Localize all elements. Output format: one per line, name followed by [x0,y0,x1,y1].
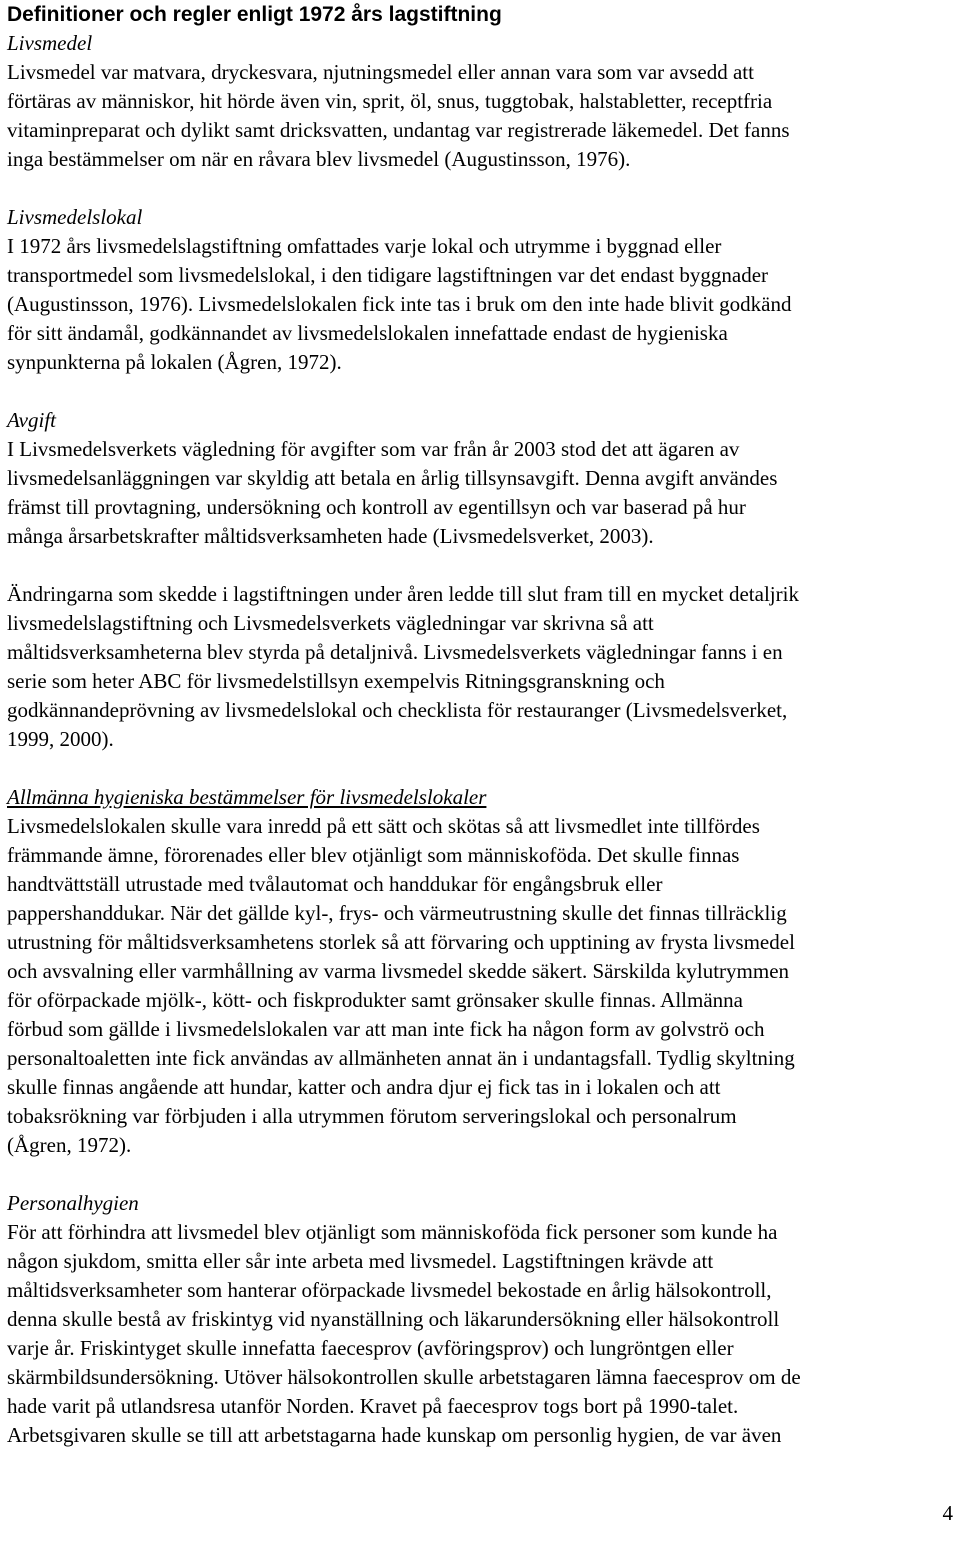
paragraph-gap [7,754,955,783]
paragraph-line: måltidsverksamheterna blev styrda på detaljnivå. Livsmedelsverkets vägledningar fanns i en [7,640,783,664]
section [7,754,955,1160]
paragraph-line: för oförpackade mjölk-, kött- och fiskprodukter samt grönsaker skulle finnas. Allmänna [7,988,743,1012]
paragraph-line: handtvättställ utrustade med tvålautomat och handdukar för engångsbruk eller [7,872,663,896]
paragraph-line: utrustning för måltidsverksamhetens storlek så att förvaring och upptining av frysta livsmedel [7,930,795,954]
section-heading: Livsmedelslokal [7,205,143,229]
paragraph-line: hade varit på utlandsresa utanför Norden. Kravet på faecesprov togs bort på 1990-talet. [7,1394,739,1418]
section [7,377,955,551]
section [7,29,955,174]
paragraph-gap [7,174,955,203]
paragraph-line: främst till provtagning, undersökning och kontroll av egentillsyn och var baserad på hur [7,495,746,519]
section-paragraph [7,580,955,754]
paragraph-line: transportmedel som livsmedelslokal, i den tidigare lagstiftningen var det endast byggnader [7,263,769,287]
paragraph-line: vitaminpreparat och dylikt samt dricksvatten, undantag var registrerade läkemedel. Det fanns [7,118,790,142]
paragraph-gap [7,551,955,580]
section-paragraph [7,812,955,1160]
paragraph-line: Livsmedel var matvara, dryckesvara, njutningsmedel eller annan vara som var avsedd att [7,60,754,84]
paragraph-line: För att förhindra att livsmedel blev otjänligt som människoföda fick personer som kunde ha [7,1220,778,1244]
paragraph-line: livsmedelsanläggningen var skyldig att betala en årlig tillsynsavgift. Denna avgift användes [7,466,778,490]
paragraph-line: främmande ämne, förorenades eller blev otjänligt som människoföda. Det skulle finnas [7,843,740,867]
paragraph-line: tobaksrökning var förbjuden i alla utrymmen förutom serveringslokal och personalrum [7,1104,737,1128]
paragraph-line: 1999, 2000). [7,727,114,751]
section [7,551,955,754]
section-paragraph [7,1218,955,1450]
paragraph-line: synpunkterna på lokalen (Ågren, 1972). [7,350,342,374]
section-paragraph [7,58,955,174]
paragraph-gap [7,377,955,406]
paragraph-line: någon sjukdom, smitta eller sår inte arbeta med livsmedel. Lagstiftningen krävde att [7,1249,714,1273]
paragraph-line: för sitt ändamål, godkännandet av livsmedelslokalen innefattade endast de hygieniska [7,321,728,345]
section [7,174,955,377]
paragraph-line: pappershanddukar. När det gällde kyl-, frys- och värmeutrustning skulle det finnas tillräcklig [7,901,787,925]
document-title: Definitioner och regler enligt 1972 års lagstiftning [7,3,502,26]
paragraph-line: (Augustinsson, 1976). Livsmedelslokalen fick inte tas i bruk om den inte hade blivit godkänd [7,292,792,316]
paragraph-line: skärmbildsundersökning. Utöver hälsokontrollen skulle arbetstagaren lämna faecesprov om de [7,1365,801,1389]
paragraph-line: personaltoaletten inte fick användas av allmänheten annat än i undantagsfall. Tydlig skyltning [7,1046,795,1070]
paragraph-line: (Ågren, 1972). [7,1133,132,1157]
paragraph-line: livsmedelslagstiftning och Livsmedelsverkets vägledningar var skrivna så att [7,611,654,635]
paragraph-line: varje år. Friskintyget skulle innefatta faecesprov (avföringsprov) och lungröntgen eller [7,1336,734,1360]
section-heading: Personalhygien [7,1191,139,1215]
paragraph-line: Livsmedelslokalen skulle vara inredd på ett sätt och skötas så att livsmedlet inte tillfördes [7,814,760,838]
paragraph-line: förtäras av människor, hit hörde även vin, sprit, öl, snus, tuggtobak, halstabletter, receptfria [7,89,773,113]
paragraph-line: skulle finnas angående att hundar, katter och andra djur ej fick tas in i lokalen och att [7,1075,721,1099]
paragraph-line: måltidsverksamheter som hanterar oförpackade livsmedel bekostade en årlig hälsokontroll, [7,1278,772,1302]
paragraph-line: inga bestämmelser om när en råvara blev livsmedel (Augustinsson, 1976). [7,147,631,171]
paragraph-line: och avsvalning eller varmhållning av varma livsmedel skedde säkert. Särskilda kylutrymmen [7,959,790,983]
section-heading: Allmänna hygieniska bestämmelser för livsmedelslokaler [7,785,487,809]
paragraph-line: förbud som gällde i livsmedelslokalen var att man inte fick ha någon form av golvströ och [7,1017,765,1041]
section-paragraph [7,232,955,377]
section-heading: Livsmedel [7,31,93,55]
section-heading: Avgift [7,408,56,432]
section-paragraph [7,435,955,551]
paragraph-gap [7,1160,955,1189]
document-page [7,0,955,1450]
paragraph-line: I Livsmedelsverkets vägledning för avgifter som var från år 2003 stod det att ägaren av [7,437,740,461]
paragraph-line: denna skulle bestå av friskintyg vid nyanställning och läkarundersökning eller hälsokontroll [7,1307,780,1331]
paragraph-line: godkännandeprövning av livsmedelslokal och checklista för restauranger (Livsmedelsverket, [7,698,788,722]
page-number: 4 [942,1501,953,1525]
paragraph-line: Ändringarna som skedde i lagstiftningen under åren ledde till slut fram till en mycket detaljrik [7,582,799,606]
paragraph-line: serie som heter ABC för livsmedelstillsyn exempelvis Ritningsgranskning och [7,669,665,693]
paragraph-line: Arbetsgivaren skulle se till att arbetstagarna hade kunskap om personlig hygien, de var även [7,1423,782,1447]
document-body [7,29,955,1450]
paragraph-line: många årsarbetskrafter måltidsverksamheten hade (Livsmedelsverket, 2003). [7,524,654,548]
paragraph-line: I 1972 års livsmedelslagstiftning omfattades varje lokal och utrymme i byggnad eller [7,234,722,258]
section [7,1160,955,1450]
